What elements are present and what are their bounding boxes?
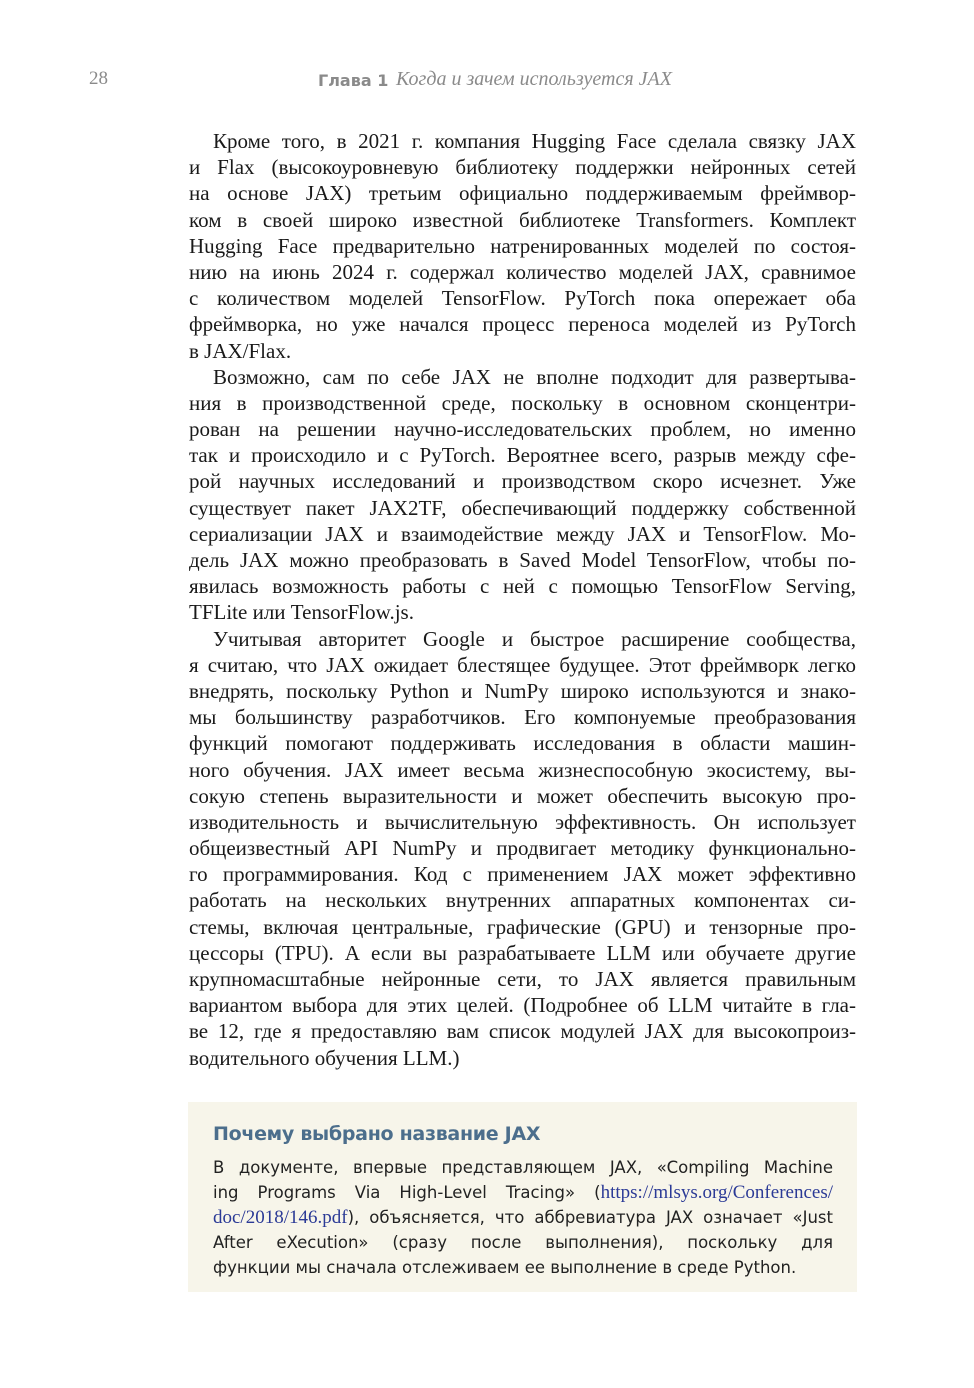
sidebar-body: [213, 1155, 833, 1280]
text-line: фреймворка, но уже начался процесс переноса моделей из PyTorch: [189, 312, 856, 337]
text-line: вариантом выбора для этих целей. (Подробнее об LLM читайте в гла-: [189, 993, 856, 1018]
text-line: так и происходило и с PyTorch. Вероятнее всего, разрыв между сфе-: [189, 443, 856, 468]
text-line: с количеством моделей TensorFlow. PyTorch пока опережает оба: [189, 286, 856, 311]
text-line: мы большинству разработчиков. Его компонуемые преобразования: [189, 705, 856, 730]
paper-link-continued[interactable]: doc/2018/146.pdf: [213, 1207, 348, 1228]
text-line: Учитывая авторитет Google и быстрое расширение сообщества,: [213, 626, 856, 651]
text-line: крупномасштабные нейронные сети, то JAX является правильным: [189, 967, 856, 991]
text-line: водительного обучения LLM.): [189, 1045, 460, 1070]
sidebar-line: After eXecution» (сразу после выполнения), поскольку для: [213, 1233, 833, 1252]
text-line: го программирования. Код с применением JAX может эффективно: [189, 862, 856, 887]
text-line: ного обучения. JAX имеет весьма жизнеспособную экосистему, вы-: [189, 757, 856, 782]
sidebar-line: [213, 1205, 833, 1230]
chapter-title: Когда и зачем используется JAX: [396, 68, 672, 90]
paragraph: [189, 128, 856, 364]
text-line: явилась возможность работы с ней с помощью TensorFlow Serving,: [189, 574, 856, 599]
sidebar-line: функции мы сначала отслеживаем ее выполнение в среде Python.: [213, 1258, 797, 1277]
text-line: ком в своей широко известной библиотеке Transformers. Комплект: [189, 207, 856, 232]
sidebar-text: ), объясняется, что аббревиатура JAX означает «Just: [347, 1208, 833, 1227]
text-line: изводительность и вычислительную эффективность. Он использует: [189, 809, 856, 834]
paragraph: [189, 364, 856, 626]
text-line: дель JAX можно преобразовать в Saved Model TensorFlow, чтобы по-: [189, 548, 856, 572]
text-line: Кроме того, в 2021 г. компания Hugging Face сделала связку JAX: [213, 129, 856, 153]
text-line: и Flax (высокоуровневую библиотеку поддержки нейронных сетей: [189, 155, 856, 180]
sidebar-line: В документе, впервые представляющем JAX, «Compiling Machine: [213, 1158, 833, 1177]
paragraph: [189, 626, 856, 1071]
text-line: рован на решении научно-исследовательских проблем, но именно: [189, 417, 856, 442]
chapter-label: Глава 1: [318, 71, 389, 90]
sidebar-line: [213, 1180, 833, 1205]
text-line: Hugging Face предварительно натренированных моделей по состоя-: [189, 233, 856, 258]
text-line: ния в производственной среде, поскольку в основном сконцентри-: [189, 390, 856, 415]
text-line: внедрять, поскольку Python и NumPy широко используются и знако-: [189, 678, 856, 703]
text-line: на основе JAX) третьим официально поддерживаемым фреймвор-: [189, 181, 856, 206]
text-line: ве 12, где я предоставляю вам список модулей JAX для высокопроиз-: [189, 1019, 856, 1044]
sidebar-text: ing Programs Via High-Level Tracing» (: [213, 1183, 601, 1202]
text-line: работать на нескольких внутренних аппаратных компонентах си-: [189, 888, 856, 913]
page-number: 28: [89, 68, 108, 89]
text-line: TFLite или TensorFlow.js.: [189, 600, 414, 625]
sidebar-note: [188, 1102, 857, 1292]
text-line: Возможно, сам по себе JAX не вполне подходит для развертыва-: [213, 364, 856, 389]
text-line: цессоры (TPU). А если вы разрабатываете LLM или обучаете другие: [189, 940, 856, 965]
sidebar-title: Почему выбрано название JAX: [213, 1123, 541, 1145]
text-line: общеизвестный API NumPy и продвигает методику функционально-: [189, 836, 856, 861]
text-line: стемы, включая центральные, графические (GPU) и тензорные про-: [189, 914, 856, 939]
text-line: нию на июнь 2024 г. содержал количество моделей JAX, сравнимое: [189, 259, 856, 284]
text-line: рой научных исследований и производством скоро исчезнет. Уже: [189, 469, 856, 494]
text-line: существует пакет JAX2TF, обеспечивающий поддержку собственной: [189, 495, 856, 520]
paper-link[interactable]: https://mlsys.org/Conferences/: [600, 1182, 833, 1203]
text-line: в JAX/Flax.: [189, 338, 292, 363]
text-line: я считаю, что JAX ожидает блестящее будущее. Этот фреймворк легко: [189, 652, 856, 677]
body-text: [189, 128, 856, 1071]
text-line: сокую степень выразительности и может обеспечить высокую про-: [189, 783, 856, 808]
text-line: функций помогают поддерживать исследования в области машин-: [189, 731, 856, 756]
text-line: сериализации JAX и взаимодействие между JAX и TensorFlow. Мо-: [189, 521, 856, 546]
